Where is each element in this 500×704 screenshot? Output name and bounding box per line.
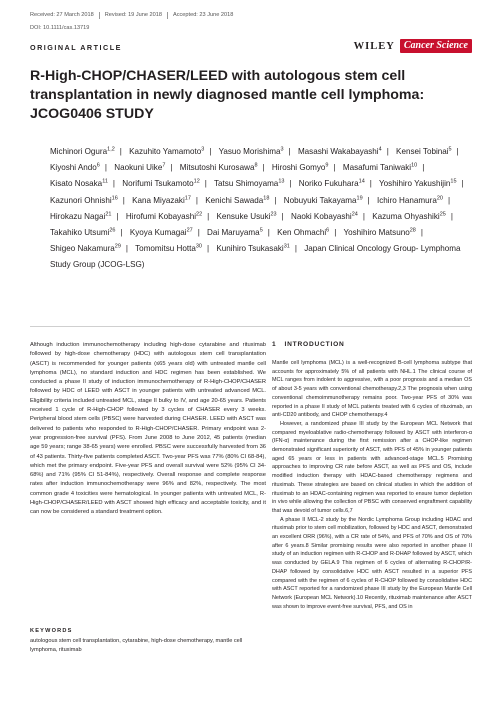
author-separator: | xyxy=(447,195,451,205)
section-number: 1 xyxy=(272,341,277,348)
author-separator: | xyxy=(362,211,365,221)
author-name-text: Yoshihiro Yakushijin xyxy=(378,179,451,189)
author-separator: | xyxy=(456,147,459,156)
author-separator: | xyxy=(333,163,336,173)
author-separator: | xyxy=(122,195,125,205)
author-separator: | xyxy=(207,244,210,254)
affiliation-number: 27 xyxy=(186,227,193,234)
journal-logo: Cancer Science xyxy=(400,39,472,53)
author-separator: | xyxy=(120,228,123,238)
author-name-text: Kunihiro Tsukasaki xyxy=(216,244,284,254)
author-name-text: Takahiko Utsumi xyxy=(50,228,110,238)
affiliation-number: 18 xyxy=(263,194,270,201)
publisher-logo: WILEY xyxy=(353,40,395,52)
keywords-heading: KEYWORDS xyxy=(30,628,73,634)
author-name[interactable] xyxy=(126,212,202,221)
affiliation-number: 15 xyxy=(450,178,457,185)
author-separator: | xyxy=(422,163,425,173)
doi-link[interactable]: DOI: 10.1111/cas.13719 xyxy=(30,25,90,31)
author-name[interactable] xyxy=(50,228,116,237)
accepted-date: Accepted: 23 June 2018 xyxy=(172,12,234,18)
author-separator: | xyxy=(204,179,207,189)
section-title: INTRODUCTION xyxy=(284,341,345,348)
author-name[interactable] xyxy=(291,212,358,221)
author-name-text: Shigeo Nakamura xyxy=(50,244,115,254)
affiliation-number: 10 xyxy=(411,162,418,169)
author-separator: | xyxy=(461,179,464,189)
author-separator: | xyxy=(197,228,200,238)
author-separator: | xyxy=(125,244,129,254)
affiliation-number: 7 xyxy=(162,162,166,169)
affiliation-number: 11 xyxy=(102,178,108,185)
author-name[interactable] xyxy=(343,163,417,172)
author-name-text: Norifumi Tsukamoto xyxy=(122,179,194,189)
author-name[interactable] xyxy=(277,228,329,237)
author-separator: | xyxy=(281,211,284,221)
author-name[interactable] xyxy=(205,196,269,205)
author-name-text: Naoki Kobayashi xyxy=(290,211,352,221)
intro-paragraph: A phase II MCL-2 study by the Nordic Lymphoma Group including HDAC and rituximab prior to stem cell mobilization, followed by HDC and ASCT, demonstrated an excellent ORR (96%), with a CR rate of 54%, and PFS of 70% and OS of 70% after 6 years.8 Similar promising results were also reported in another phase II study of an induction regimen with R-CHOP and R-DHAP followed by ASCT, which was conducted by GELA.9 This regimen of 6 cycles of alternating R-CHOP/R-DHAP followed by consolidative HDC with ASCT resulted in a superior PFS compared with the regimen of 6 cycles of R-CHOP followed by consolidative HDC with ASCT reported for a randomized phase III study by the European Mantle Cell Network (European MCL Network).10 Recently, rituximab maintenance after ASCT was shown to improve event-free survival, PFS, and OS in xyxy=(272,516,472,610)
author-name-text: Yasuo Morishima xyxy=(218,147,281,156)
author-name-text: Masashi Wakabayashi xyxy=(297,147,379,156)
affiliation-number: 13 xyxy=(278,178,285,185)
author-separator: | xyxy=(369,179,372,189)
affiliation-number: 25 xyxy=(439,211,446,218)
author-name-text: Mitsutoshi Kurosawa xyxy=(179,163,255,173)
article-type: ORIGINAL ARTICLE xyxy=(30,43,122,52)
author-name[interactable] xyxy=(50,179,108,188)
author-name[interactable] xyxy=(343,228,415,237)
affiliation-number: 17 xyxy=(184,194,191,201)
author-separator: | xyxy=(274,195,277,205)
affiliation-number: 3 xyxy=(201,146,205,153)
affiliation-number: 12 xyxy=(193,178,200,185)
author-name[interactable] xyxy=(214,179,284,188)
author-separator: | xyxy=(334,228,337,238)
author-separator: | xyxy=(170,163,173,173)
author-name-text: Dai Maruyama xyxy=(207,228,260,238)
author-name[interactable] xyxy=(50,163,100,172)
author-name-text: Naokuni Uike xyxy=(114,163,163,173)
introduction-body xyxy=(272,359,472,611)
author-name-text: Hirofumi Kobayashi xyxy=(125,211,197,221)
affiliation-number: 24 xyxy=(351,211,358,218)
author-name[interactable] xyxy=(298,147,382,156)
author-name-text: Hirokazu Nagai xyxy=(50,211,106,221)
author-name-text: Kensei Tobinai xyxy=(396,147,449,156)
author-name[interactable] xyxy=(50,147,115,156)
author-name[interactable] xyxy=(372,212,446,221)
affiliation-number: 14 xyxy=(358,178,365,185)
affiliation-number: 31 xyxy=(283,243,290,250)
affiliation-number: 4 xyxy=(378,146,382,153)
affiliation-number: 26 xyxy=(109,227,116,234)
author-list xyxy=(50,144,470,274)
affiliation-number: 5 xyxy=(448,146,452,153)
author-name-text: Nobuyuki Takayama xyxy=(283,195,357,205)
author-name-text: Kazunori Ohnishi xyxy=(50,195,112,205)
author-name-text: Kisato Nosaka xyxy=(50,179,103,189)
author-name[interactable] xyxy=(50,196,118,205)
author-separator: | xyxy=(420,228,423,238)
author-name-text: Hiroshi Gomyo xyxy=(271,163,326,173)
divider xyxy=(167,12,168,19)
affiliation-number: 1,2 xyxy=(107,146,115,153)
author-name[interactable] xyxy=(217,212,277,221)
intro-paragraph: However, a randomized phase III study by the European MCL Network that compared myeloablative radio-chemotherapy followed by ASCT with interferon-α (IFN-α) maintenance during the first remission after a CHOP-like regimen demonstrated significant superiority of ASCT, with PFS of 45% in younger patients aged 65 years or less in patients with advanced-stage MCL.5 Promising approaches to improving CR rate before ASCT, as well as PFS and OS, include modified induction therapy with HDAC-based chemotherapy regimens and rituximab. These strategies are based on clinical studies in which the addition of rituximab to an HDAC-containing regimen was reported to ensure tumor depletion in vivo while allowing the collection of PBSC with conserved engraftment capability that was devoid of tumor cells.6,7 xyxy=(272,420,472,514)
author-separator: | xyxy=(195,195,198,205)
affiliation-number: 6 xyxy=(326,227,330,234)
author-separator: | xyxy=(119,147,122,156)
author-name-text: Kensuke Usuki xyxy=(216,211,271,221)
author-separator: | xyxy=(116,211,119,221)
author-name-text: Kazuma Ohyashiki xyxy=(372,211,440,221)
author-name[interactable] xyxy=(299,179,365,188)
author-name-text: Kana Miyazaki xyxy=(132,195,185,205)
author-separator: | xyxy=(267,228,270,238)
affiliation-number: 22 xyxy=(196,211,203,218)
author-name[interactable] xyxy=(135,244,202,253)
section-heading xyxy=(272,341,345,348)
affiliation-number: 21 xyxy=(105,211,112,218)
affiliation-number: 8 xyxy=(254,162,258,169)
affiliation-number: 23 xyxy=(270,211,277,218)
author-name[interactable] xyxy=(129,147,204,156)
author-separator: | xyxy=(294,244,297,254)
author-name-text: Tomomitsu Hotta xyxy=(135,244,196,254)
author-name[interactable] xyxy=(180,163,258,172)
author-name-text: Kenichi Sawada xyxy=(205,195,264,205)
author-separator: | xyxy=(112,179,116,189)
received-date: Received: 27 March 2018 xyxy=(30,12,94,18)
affiliation-number: 5 xyxy=(259,227,263,234)
intro-paragraph: Mantle cell lymphoma (MCL) is a well-recognized B-cell lymphoma subtype that accounts for approximately 5% of all patients with NHL.1 The clinical course of MCL ranges from indolent to aggressive, with a poor prognosis and a median OS of about 3-5 years with conventional chemotherapy.2,3 The prognosis when using conventional chemoimmunotherapy remains poor. Two-year PFS of 30% was reported in a phase II study of MCL patients treated with 6 cycles of rituximab, an anti-CD20 antibody, and CHOP chemotherapy.4 xyxy=(272,360,472,419)
author-separator: | xyxy=(207,211,210,221)
author-separator: | xyxy=(104,163,107,173)
section-divider xyxy=(30,326,470,327)
author-separator: | xyxy=(262,163,265,173)
abstract: Although induction immunochemotherapy including high-dose cytarabine and rituximab followed by high-dose chemotherapy (HDC) with autologous stem cell transplantation (ASCT) is recommended for younger patients (≤65 years old) with untreated mantle cell lymphoma (MCL), no standard induction and HDC regimen has been established. We conducted a phase II study of induction immunochemotherapy of R-High-CHOP/CHASER followed by HDC of LEED with ASCT in younger patients with untreated advanced MCL. Eligibility criteria included untreated MCL, stage II bulky to IV, and age 20-65 years. Patients received 1 cycle of R-High-CHOP followed by 3 cycles of CHASER every 3 weeks. Peripheral blood stem cells (PBSC) were harvested during CHASER. LEED with ASCT was delivered to patients who responded to R-High-CHOP/CHASER. Primary endpoint was 2-year progression-free survival (PFS). From June 2008 to June 2012, 45 patients (median age 59 years; range 38-65 years) were enrolled. PBSC were successfully harvested from 36 of 43 patients. Thirty-five patients completed ASCT. Two-year PFS was 77% (80% CI 68-84), which met the primary endpoint. Five-year PFS and overall survival were 52% (95% CI 34-68%) and 71% (95% CI 51-84%), respectively. Overall response and complete response rates after induction immunochemotherapy were 96% and 82%, respectively. The most common grade 4 toxicities were hematological. In younger patients with untreated MCL, R-High-CHOP/CHASER/LEED with ASCT showed high efficacy and acceptable toxicity, and it can now be considered a standard treatment option. xyxy=(30,342,266,516)
author-name[interactable] xyxy=(50,244,121,253)
article-title: R-High-CHOP/CHASER/LEED with autologous stem cell transplantation in newly diagnosed mantle cell lymphoma: JCOG0406 STUDY xyxy=(30,68,425,122)
author-name-text: Tatsu Shimoyama xyxy=(213,179,279,189)
author-name[interactable] xyxy=(284,196,363,205)
author-name-text: Noriko Fukuhara xyxy=(298,179,359,189)
affiliation-number: 9 xyxy=(325,162,329,169)
affiliation-number: 29 xyxy=(114,243,121,250)
author-name[interactable] xyxy=(132,196,191,205)
author-name[interactable] xyxy=(207,228,263,237)
author-name[interactable] xyxy=(130,228,193,237)
author-name-text: Michinori Ogura xyxy=(50,147,108,156)
author-name[interactable] xyxy=(216,244,289,253)
author-separator: | xyxy=(450,211,453,221)
revised-date: Revised: 19 June 2018 xyxy=(104,12,162,18)
author-separator: | xyxy=(289,179,292,189)
affiliation-number: 19 xyxy=(356,194,363,201)
author-name[interactable] xyxy=(379,179,457,188)
affiliation-number: 20 xyxy=(436,194,443,201)
author-name-text: Kazuhito Yamamoto xyxy=(129,147,202,156)
divider xyxy=(99,12,100,19)
affiliation-number: 6 xyxy=(96,162,100,169)
author-separator: | xyxy=(288,147,291,156)
author-name[interactable] xyxy=(396,147,452,156)
author-separator: | xyxy=(367,195,370,205)
publisher-brand xyxy=(354,39,472,53)
author-group: Japan Clinical Oncology Group- Lymphoma Study Group (JCOG-LSG) xyxy=(50,244,461,270)
keywords: autologous stem cell transplantation, cytarabine, high-dose chemotherapy, mantle cell lymphoma, rituximab xyxy=(30,638,243,653)
affiliation-number: 3 xyxy=(280,146,284,153)
author-name[interactable] xyxy=(122,179,200,188)
author-name-text: Kyoya Kumagai xyxy=(129,228,187,238)
author-name-text: Ichiro Hanamura xyxy=(377,195,437,205)
author-name[interactable] xyxy=(272,163,329,172)
author-separator: | xyxy=(386,147,389,156)
author-name-text: Yoshihiro Matsuno xyxy=(343,228,410,238)
author-name-text: Ken Ohmachi xyxy=(277,228,327,238)
author-separator: | xyxy=(209,147,212,156)
author-name[interactable] xyxy=(219,147,284,156)
author-name[interactable] xyxy=(377,196,443,205)
affiliation-number: 16 xyxy=(111,194,118,201)
author-name-text: Masafumi Taniwaki xyxy=(342,163,412,173)
affiliation-number: 28 xyxy=(409,227,416,234)
affiliation-number: 30 xyxy=(195,243,202,250)
dates-line xyxy=(30,12,233,19)
author-name-text: Kiyoshi Ando xyxy=(50,163,97,173)
author-name[interactable] xyxy=(114,163,165,172)
author-name[interactable] xyxy=(50,212,111,221)
